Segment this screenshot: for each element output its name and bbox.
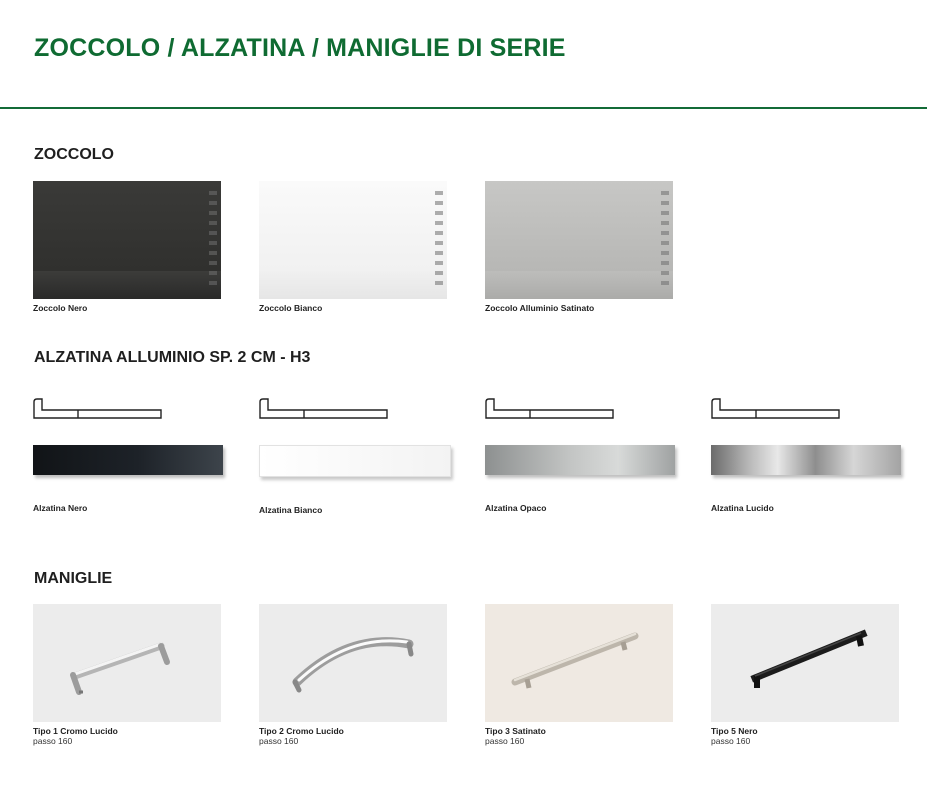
zoccolo-nero-image bbox=[33, 181, 221, 299]
alzatina-bianco-label: Alzatina Bianco bbox=[259, 505, 323, 515]
maniglia-tipo2-passo: passo 160 bbox=[259, 736, 299, 746]
maniglia-tipo2-label: Tipo 2 Cromo Lucido bbox=[259, 726, 344, 736]
zoccolo-bianco-image bbox=[259, 181, 447, 299]
title-divider bbox=[0, 107, 927, 109]
maniglia-item-tipo3 bbox=[485, 604, 675, 746]
zoccolo-alluminio-image bbox=[485, 181, 673, 299]
maniglia-tipo5-passo: passo 160 bbox=[711, 736, 751, 746]
alzatina-nero-label: Alzatina Nero bbox=[33, 503, 88, 513]
alzatina-lucido-label: Alzatina Lucido bbox=[711, 503, 774, 513]
alzatina-bianco-bar bbox=[259, 445, 451, 477]
alzatina-lucido-bar bbox=[711, 445, 901, 475]
zoccolo-item-alluminio bbox=[485, 181, 675, 313]
maniglia-tipo3-label: Tipo 3 Satinato bbox=[485, 726, 546, 736]
alzatina-item-lucido bbox=[711, 398, 901, 513]
maniglia-item-tipo5 bbox=[711, 604, 901, 746]
zoccolo-nero-label: Zoccolo Nero bbox=[33, 303, 88, 313]
alzatina-opaco-bar bbox=[485, 445, 675, 475]
alzatina-item-bianco bbox=[259, 398, 449, 515]
maniglia-item-tipo2 bbox=[259, 604, 449, 746]
maniglia-tipo3-image bbox=[485, 604, 673, 722]
section-title-zoccolo: ZOCCOLO bbox=[34, 146, 114, 163]
alzatina-profile-icon bbox=[711, 398, 841, 420]
alzatina-nero-bar bbox=[33, 445, 223, 475]
alzatina-item-opaco bbox=[485, 398, 675, 513]
zoccolo-bianco-label: Zoccolo Bianco bbox=[259, 303, 323, 313]
alzatina-profile-icon bbox=[33, 398, 163, 420]
maniglia-tipo1-label: Tipo 1 Cromo Lucido bbox=[33, 726, 118, 736]
maniglia-tipo5-label: Tipo 5 Nero bbox=[711, 726, 758, 736]
zoccolo-item-bianco bbox=[259, 181, 449, 313]
zoccolo-alluminio-label: Zoccolo Alluminio Satinato bbox=[485, 303, 595, 313]
section-title-alzatina: ALZATINA ALLUMINIO SP. 2 CM - H3 bbox=[34, 349, 311, 366]
alzatina-opaco-label: Alzatina Opaco bbox=[485, 503, 547, 513]
maniglia-tipo2-image bbox=[259, 604, 447, 722]
page-title: ZOCCOLO / ALZATINA / MANIGLIE DI SERIE bbox=[34, 34, 566, 62]
maniglia-tipo1-image bbox=[33, 604, 221, 722]
alzatina-profile-icon bbox=[485, 398, 615, 420]
zoccolo-item-nero bbox=[33, 181, 223, 313]
maniglia-tipo1-passo: passo 160 bbox=[33, 736, 73, 746]
maniglia-item-tipo1 bbox=[33, 604, 223, 746]
maniglia-tipo3-passo: passo 160 bbox=[485, 736, 525, 746]
alzatina-item-nero bbox=[33, 398, 223, 513]
maniglia-tipo5-image bbox=[711, 604, 899, 722]
alzatina-profile-icon bbox=[259, 398, 389, 420]
section-title-maniglie: MANIGLIE bbox=[34, 570, 113, 587]
